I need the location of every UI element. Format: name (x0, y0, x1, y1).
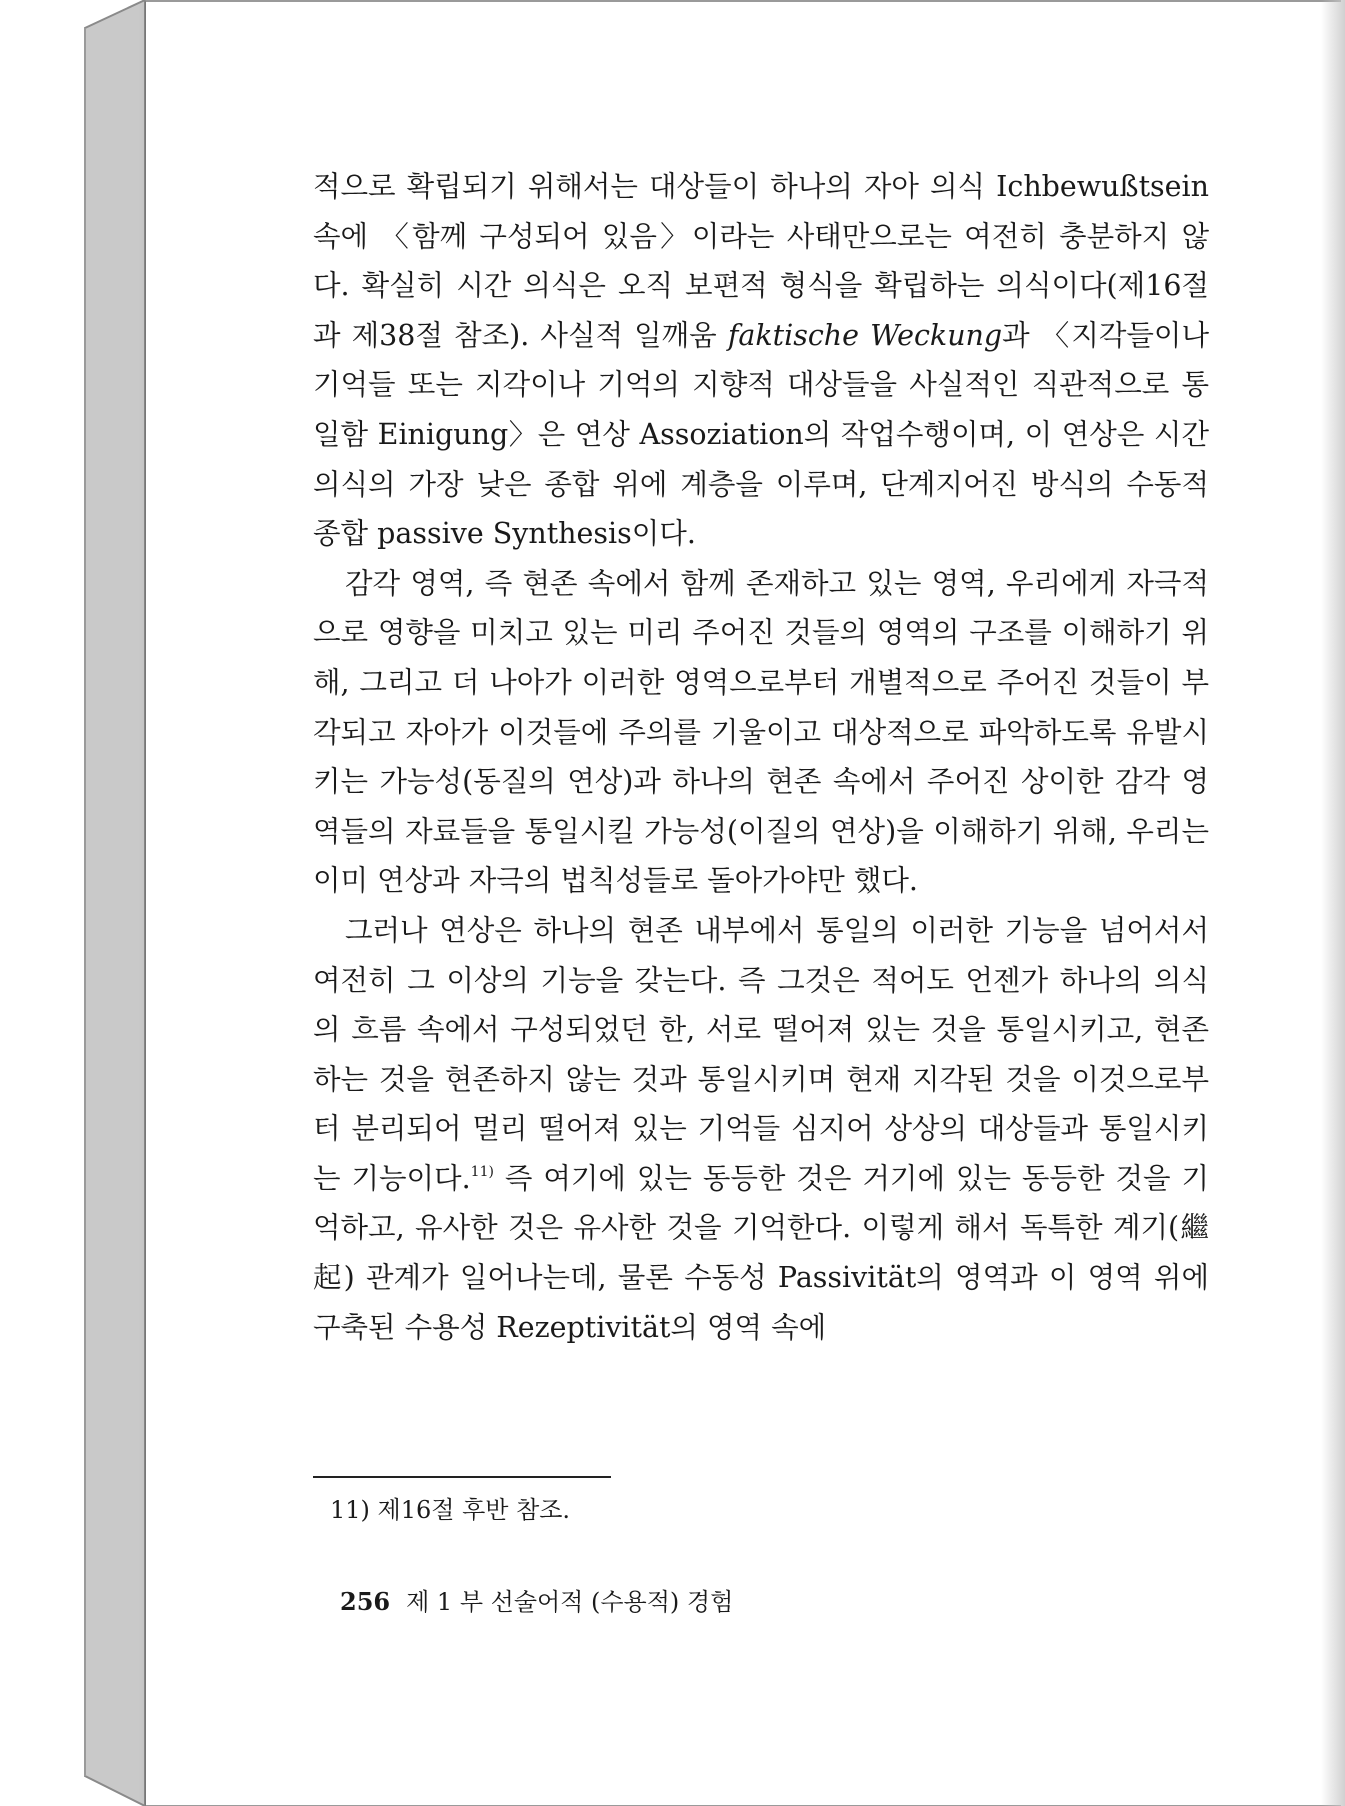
paragraph-3-part-a: 그러나 연상은 하나의 현존 내부에서 통일의 이러한 기능을 넘어서서 여전히 그 이상의 기능을 갖는다. 즉 그것은 적어도 언젠가 하나의 의식의 흐름 속에서 구성되었던 한, 서로 떨어져 있는 것을 통일시키고, 현존하는 것을 현존하지 않는 것과 통일시키며 현재 지각된 것을 이것으로부터 분리되어 멀리 떨어져 있는 기억들 심지어 상상의 대상들과 통일시키는 기능이다. (313, 913, 1209, 1195)
footnote-11: 11) 제16절 후반 참조. (330, 1496, 571, 1524)
paragraph-1-part-a: 적으로 확립되기 위해서는 대상들이 하나의 자아 의식 Ichbewußtsein 속에 〈함께 구성되어 있음〉이라는 사태만으로는 여전히 충분하지 않다. 확실히 시간 의식은 오직 보편적 형식을 확립하는 의식이다(제16절과 제38절 참조). 사실적 일깨움 (313, 170, 1209, 352)
paragraph-1-part-b: 과 〈지각들이나 기억들 또는 지각이나 기억의 지향적 대상들을 사실적인 직관적으로 통일함 Einigung〉은 연상 Assoziation의 작업수행이며, 이 연상은 시간 의식의 가장 낮은 종합 위에 계층을 이루며, 단계지어진 방식의 수동적 종합 passive Synthesis이다. (313, 318, 1209, 551)
page-right-shadow (1321, 0, 1345, 1806)
page-number: 256 (340, 1587, 391, 1616)
paragraph-1-emphasis: faktische Weckung (727, 318, 1003, 352)
paragraph-1 (313, 162, 1209, 559)
footnote-reference: 11) (470, 1163, 494, 1180)
paragraph-2: 감각 영역, 즉 현존 속에서 함께 존재하고 있는 영역, 우리에게 자극적으로 영향을 미치고 있는 미리 주어진 것들의 영역의 구조를 이해하기 위해, 그리고 더 나아가 이러한 영역으로부터 개별적으로 주어진 것들이 부각되고 자아가 이것들에 주의를 기울이고 대상적으로 파악하도록 유발시키는 가능성(동질의 연상)과 하나의 현존 속에서 주어진 상이한 감각 영역들의 자료들을 통일시킬 가능성(이질의 연상)을 이해하기 위해, 우리는 이미 연상과 자극의 법칙성들로 돌아가야만 했다. (313, 566, 1209, 898)
book-spine (0, 0, 150, 1806)
paragraph-3-part-b: 즉 여기에 있는 동등한 것은 거기에 있는 동등한 것을 기억하고, 유사한 것은 유사한 것을 기억한다. 이렇게 해서 독특한 계기(繼起) 관계가 일어나는데, 물론 수동성 Passivität의 영역과 이 영역 위에 구축된 수용성 Rezeptivität의 영역 속에 (313, 1161, 1209, 1344)
paragraph-3 (313, 906, 1209, 1352)
section-title: 제 1 부 선술어적 (수용적) 경험 (406, 1588, 734, 1616)
running-footer (340, 1584, 733, 1620)
body-text (313, 162, 1209, 1352)
footnote-divider (313, 1476, 611, 1478)
